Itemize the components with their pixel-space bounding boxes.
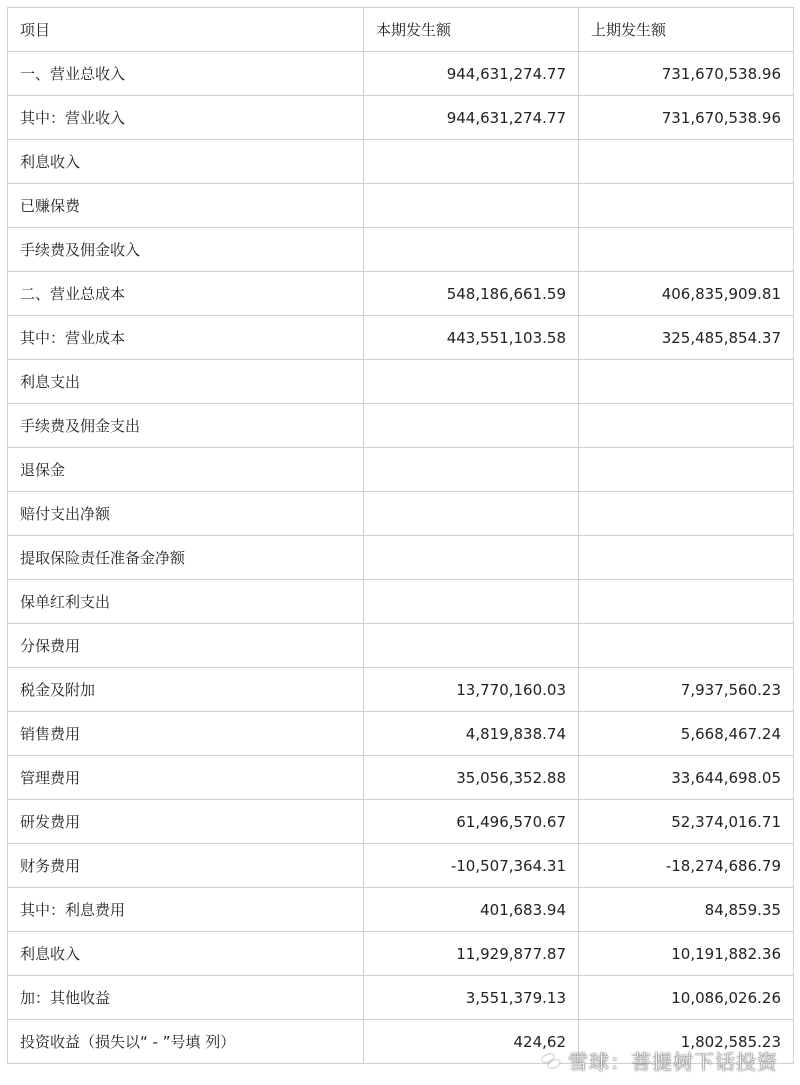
cell-current-amount [364,492,579,536]
cell-item: 其中：营业收入 [8,96,364,140]
table-row [8,316,794,360]
snowball-logo-icon [542,1052,562,1070]
cell-current-amount: 3,551,379.13 [364,976,579,1020]
table-row [8,228,794,272]
cell-current-amount: 13,770,160.03 [364,668,579,712]
cell-previous-amount: 325,485,854.37 [579,316,794,360]
cell-item: 退保金 [8,448,364,492]
table-row [8,360,794,404]
cell-item: 利息收入 [8,932,364,976]
cell-item: 利息支出 [8,360,364,404]
cell-item: 其中：营业成本 [8,316,364,360]
cell-previous-amount: 731,670,538.96 [579,96,794,140]
cell-current-amount: 4,819,838.74 [364,712,579,756]
cell-current-amount [364,536,579,580]
cell-current-amount [364,360,579,404]
table-row [8,844,794,888]
cell-item: 研发费用 [8,800,364,844]
cell-current-amount: 61,496,570.67 [364,800,579,844]
cell-current-amount [364,624,579,668]
table-row [8,52,794,96]
cell-item: 管理费用 [8,756,364,800]
table-row [8,140,794,184]
cell-item: 投资收益（损失以“ - ”号填 列） [8,1020,364,1064]
cell-item: 二、营业总成本 [8,272,364,316]
table-row [8,272,794,316]
cell-item: 其中：利息费用 [8,888,364,932]
cell-previous-amount: 7,937,560.23 [579,668,794,712]
table-row [8,932,794,976]
cell-previous-amount: 52,374,016.71 [579,800,794,844]
cell-current-amount: 443,551,103.58 [364,316,579,360]
cell-current-amount [364,448,579,492]
header-previous-period: 上期发生额 [579,8,794,52]
cell-previous-amount: 406,835,909.81 [579,272,794,316]
cell-current-amount: 424,62 [364,1020,579,1064]
cell-current-amount [364,580,579,624]
cell-current-amount: 11,929,877.87 [364,932,579,976]
cell-current-amount [364,228,579,272]
table-row [8,96,794,140]
cell-previous-amount: 10,191,882.36 [579,932,794,976]
cell-item: 手续费及佣金支出 [8,404,364,448]
cell-current-amount: 944,631,274.77 [364,52,579,96]
header-current-period: 本期发生额 [364,8,579,52]
table-row [8,448,794,492]
cell-item: 手续费及佣金收入 [8,228,364,272]
cell-previous-amount: 731,670,538.96 [579,52,794,96]
header-item: 项目 [8,8,364,52]
cell-previous-amount [579,360,794,404]
table-row [8,580,794,624]
watermark [542,1046,778,1075]
cell-previous-amount [579,184,794,228]
cell-previous-amount [579,140,794,184]
cell-previous-amount [579,580,794,624]
cell-current-amount [364,140,579,184]
table-row [8,184,794,228]
cell-current-amount [364,404,579,448]
cell-item: 已赚保费 [8,184,364,228]
cell-previous-amount [579,624,794,668]
table-row [8,404,794,448]
cell-item: 提取保险责任准备金净额 [8,536,364,580]
cell-item: 税金及附加 [8,668,364,712]
table-row [8,800,794,844]
income-statement-table [7,7,794,1064]
table-header-row [8,8,794,52]
cell-previous-amount: 10,086,026.26 [579,976,794,1020]
table-row [8,536,794,580]
cell-previous-amount [579,404,794,448]
cell-previous-amount: 1,802,585.23 [579,1020,794,1064]
cell-current-amount: 401,683.94 [364,888,579,932]
cell-previous-amount: -18,274,686.79 [579,844,794,888]
cell-current-amount: -10,507,364.31 [364,844,579,888]
cell-previous-amount [579,536,794,580]
cell-previous-amount [579,448,794,492]
table-row [8,624,794,668]
cell-item: 利息收入 [8,140,364,184]
cell-item: 加：其他收益 [8,976,364,1020]
table-row [8,976,794,1020]
cell-current-amount: 35,056,352.88 [364,756,579,800]
table-row [8,888,794,932]
cell-previous-amount [579,228,794,272]
table-row [8,668,794,712]
cell-current-amount: 548,186,661.59 [364,272,579,316]
cell-item: 销售费用 [8,712,364,756]
table-row [8,712,794,756]
cell-current-amount: 944,631,274.77 [364,96,579,140]
table-row [8,756,794,800]
cell-item: 分保费用 [8,624,364,668]
cell-item: 保单红利支出 [8,580,364,624]
table-row [8,492,794,536]
cell-item: 赔付支出净额 [8,492,364,536]
cell-previous-amount: 84,859.35 [579,888,794,932]
cell-previous-amount: 5,668,467.24 [579,712,794,756]
cell-previous-amount: 33,644,698.05 [579,756,794,800]
cell-previous-amount [579,492,794,536]
watermark-text: 雪球：菩提树下话投资 [568,1050,778,1074]
cell-current-amount [364,184,579,228]
cell-item: 一、营业总收入 [8,52,364,96]
cell-item: 财务费用 [8,844,364,888]
